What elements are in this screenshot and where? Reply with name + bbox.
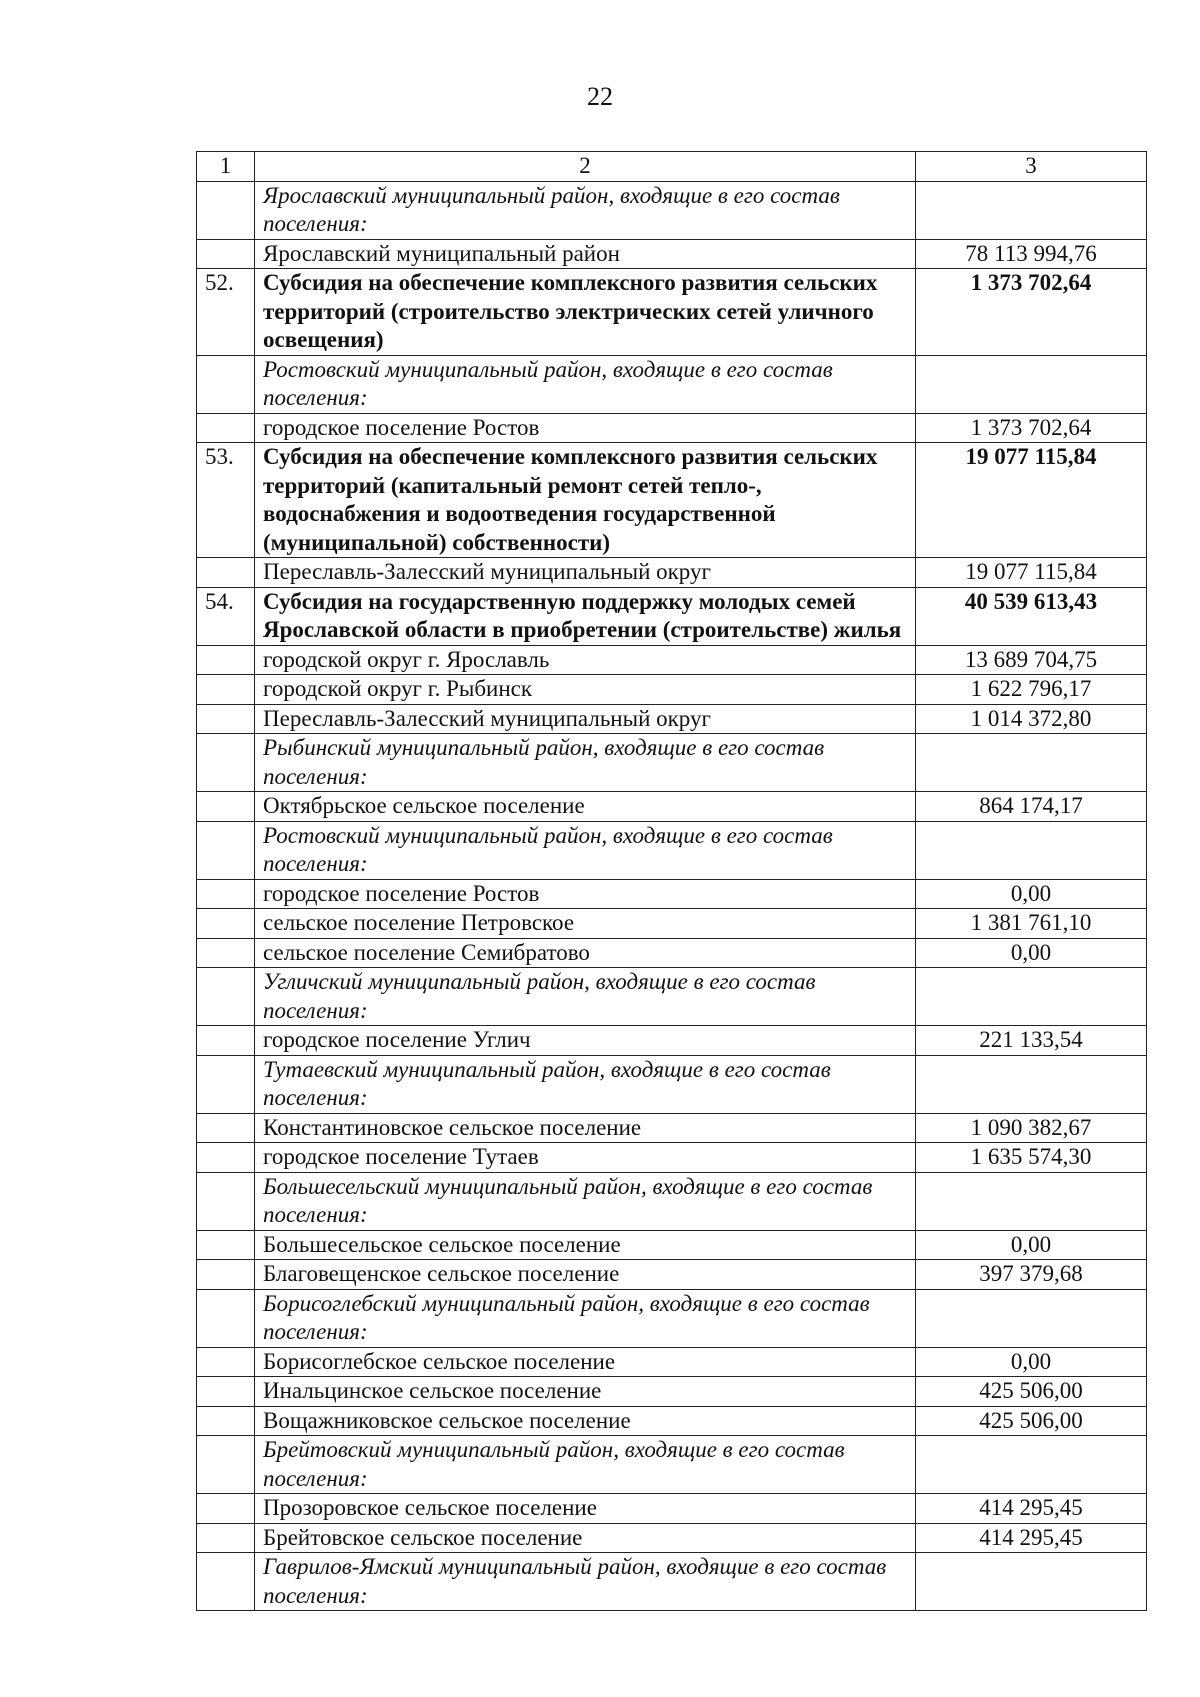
row-number	[197, 355, 255, 413]
row-number	[197, 675, 255, 705]
row-amount	[916, 1172, 1147, 1230]
table-row	[197, 1494, 1147, 1524]
row-number	[197, 1230, 255, 1260]
row-amount: 19 077 115,84	[916, 558, 1147, 588]
row-amount: 0,00	[916, 1347, 1147, 1377]
row-amount	[916, 968, 1147, 1026]
row-description: Борисоглебский муниципальный район, входящие в его состав поселения:	[255, 1289, 916, 1347]
row-number	[197, 1026, 255, 1056]
row-amount	[916, 1289, 1147, 1347]
row-number	[197, 239, 255, 269]
row-amount	[916, 181, 1147, 239]
row-number	[197, 1055, 255, 1113]
row-description: городской округ г. Ярославль	[255, 645, 916, 675]
row-number	[197, 1523, 255, 1553]
row-amount: 397 379,68	[916, 1260, 1147, 1290]
row-amount: 40 539 613,43	[916, 587, 1147, 645]
header-col-1: 1	[197, 152, 255, 182]
row-description: Тутаевский муниципальный район, входящие в его состав поселения:	[255, 1055, 916, 1113]
row-number	[197, 704, 255, 734]
row-description: Большесельский муниципальный район, входящие в его состав поселения:	[255, 1172, 916, 1230]
row-description: Субсидия на обеспечение комплексного развития сельских территорий (капитальный ремонт сетей тепло-, водоснабжения и водоотведения государственной (муниципальной) собственности)	[255, 443, 916, 558]
row-number	[197, 413, 255, 443]
row-amount	[916, 1436, 1147, 1494]
row-description: Субсидия на обеспечение комплексного развития сельских территорий (строительство электрических сетей уличного освещения)	[255, 269, 916, 356]
row-amount: 864 174,17	[916, 792, 1147, 822]
district-heading-row	[197, 1055, 1147, 1113]
table-row	[197, 1260, 1147, 1290]
district-heading-row	[197, 1172, 1147, 1230]
row-amount: 19 077 115,84	[916, 443, 1147, 558]
table-row	[197, 1230, 1147, 1260]
row-number	[197, 734, 255, 792]
row-amount: 0,00	[916, 938, 1147, 968]
row-amount: 221 133,54	[916, 1026, 1147, 1056]
row-description: Благовещенское сельское поселение	[255, 1260, 916, 1290]
row-description: Инальцинское сельское поселение	[255, 1377, 916, 1407]
row-number	[197, 879, 255, 909]
row-amount: 1 381 761,10	[916, 909, 1147, 939]
table-row	[197, 645, 1147, 675]
row-amount: 0,00	[916, 1230, 1147, 1260]
row-number	[197, 792, 255, 822]
row-amount: 78 113 994,76	[916, 239, 1147, 269]
row-number	[197, 1347, 255, 1377]
table-row	[197, 1523, 1147, 1553]
table-row	[197, 558, 1147, 588]
row-number	[197, 909, 255, 939]
row-description: Ростовский муниципальный район, входящие в его состав поселения:	[255, 355, 916, 413]
subsidy-table-body	[197, 152, 1147, 1611]
row-description: Октябрьское сельское поселение	[255, 792, 916, 822]
row-number	[197, 1553, 255, 1611]
row-description: Угличский муниципальный район, входящие в его состав поселения:	[255, 968, 916, 1026]
district-heading-row	[197, 821, 1147, 879]
row-description: Большесельское сельское поселение	[255, 1230, 916, 1260]
row-amount: 13 689 704,75	[916, 645, 1147, 675]
table-row	[197, 1406, 1147, 1436]
page-number: 22	[587, 82, 613, 111]
row-number	[197, 1377, 255, 1407]
district-heading-row	[197, 1436, 1147, 1494]
table-row	[197, 1113, 1147, 1143]
table-row	[197, 413, 1147, 443]
row-number	[197, 821, 255, 879]
row-description: городское поселение Тутаев	[255, 1143, 916, 1173]
row-number	[197, 1143, 255, 1173]
row-number	[197, 968, 255, 1026]
row-amount: 1 373 702,64	[916, 413, 1147, 443]
subsidy-heading-row	[197, 587, 1147, 645]
row-number: 53.	[197, 443, 255, 558]
row-description: сельское поселение Петровское	[255, 909, 916, 939]
row-number	[197, 181, 255, 239]
row-description: Вощажниковское сельское поселение	[255, 1406, 916, 1436]
subsidy-heading-row	[197, 443, 1147, 558]
subsidy-table	[196, 151, 1147, 1611]
row-description: городское поселение Ростов	[255, 879, 916, 909]
row-description: Гаврилов-Ямский муниципальный район, входящие в его состав поселения:	[255, 1553, 916, 1611]
row-amount	[916, 1055, 1147, 1113]
row-amount: 425 506,00	[916, 1406, 1147, 1436]
row-amount: 1 090 382,67	[916, 1113, 1147, 1143]
row-amount: 1 622 796,17	[916, 675, 1147, 705]
row-amount: 425 506,00	[916, 1377, 1147, 1407]
row-description: Борисоглебское сельское поселение	[255, 1347, 916, 1377]
row-number	[197, 1113, 255, 1143]
table-row	[197, 704, 1147, 734]
subsidy-heading-row	[197, 269, 1147, 356]
row-description: Константиновское сельское поселение	[255, 1113, 916, 1143]
row-description: Брейтовский муниципальный район, входящие в его состав поселения:	[255, 1436, 916, 1494]
district-heading-row	[197, 181, 1147, 239]
row-description: Субсидия на государственную поддержку молодых семей Ярославской области в приобретении (строительстве) жилья	[255, 587, 916, 645]
row-description: Рыбинский муниципальный район, входящие в его состав поселения:	[255, 734, 916, 792]
row-description: Прозоровское сельское поселение	[255, 1494, 916, 1524]
row-number	[197, 1172, 255, 1230]
row-description: Переславль-Залесский муниципальный округ	[255, 704, 916, 734]
row-number	[197, 938, 255, 968]
row-number	[197, 1436, 255, 1494]
table-row	[197, 879, 1147, 909]
table-row	[197, 239, 1147, 269]
district-heading-row	[197, 1553, 1147, 1611]
row-description: городское поселение Углич	[255, 1026, 916, 1056]
header-col-2: 2	[255, 152, 916, 182]
row-description: Ярославский муниципальный район	[255, 239, 916, 269]
header-col-3: 3	[916, 152, 1147, 182]
row-amount: 1 014 372,80	[916, 704, 1147, 734]
row-number	[197, 1494, 255, 1524]
row-description: Переславль-Залесский муниципальный округ	[255, 558, 916, 588]
table-row	[197, 938, 1147, 968]
row-amount: 414 295,45	[916, 1523, 1147, 1553]
row-description: сельское поселение Семибратово	[255, 938, 916, 968]
row-number	[197, 645, 255, 675]
row-number	[197, 1289, 255, 1347]
row-number: 54.	[197, 587, 255, 645]
table-row	[197, 909, 1147, 939]
row-amount	[916, 734, 1147, 792]
row-description: Брейтовское сельское поселение	[255, 1523, 916, 1553]
row-amount	[916, 355, 1147, 413]
table-row	[197, 792, 1147, 822]
row-description: Ростовский муниципальный район, входящие в его состав поселения:	[255, 821, 916, 879]
row-amount: 0,00	[916, 879, 1147, 909]
row-amount: 414 295,45	[916, 1494, 1147, 1524]
row-amount	[916, 1553, 1147, 1611]
table-row	[197, 1377, 1147, 1407]
table-header-row	[197, 152, 1147, 182]
district-heading-row	[197, 968, 1147, 1026]
row-amount	[916, 821, 1147, 879]
district-heading-row	[197, 1289, 1147, 1347]
row-amount: 1 635 574,30	[916, 1143, 1147, 1173]
district-heading-row	[197, 355, 1147, 413]
district-heading-row	[197, 734, 1147, 792]
row-number	[197, 1406, 255, 1436]
table-row	[197, 1347, 1147, 1377]
table-row	[197, 675, 1147, 705]
row-description: Ярославский муниципальный район, входящие в его состав поселения:	[255, 181, 916, 239]
table-row	[197, 1143, 1147, 1173]
table-row	[197, 1026, 1147, 1056]
row-number	[197, 1260, 255, 1290]
row-number	[197, 558, 255, 588]
row-description: городской округ г. Рыбинск	[255, 675, 916, 705]
row-description: городское поселение Ростов	[255, 413, 916, 443]
row-number: 52.	[197, 269, 255, 356]
row-amount: 1 373 702,64	[916, 269, 1147, 356]
